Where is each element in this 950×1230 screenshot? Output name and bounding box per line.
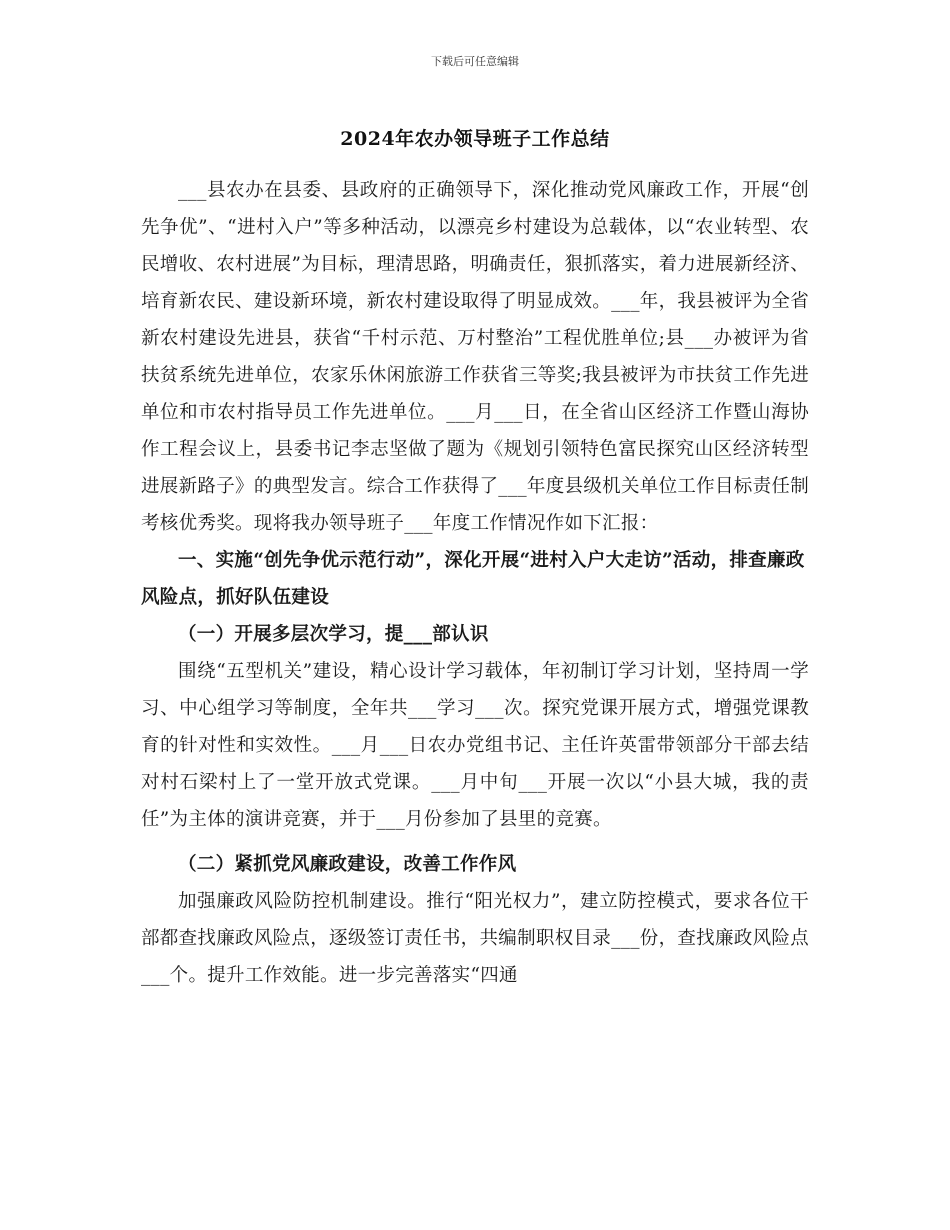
document-title: 2024年农办领导班子工作总结 — [340, 128, 610, 150]
subsection-1-paragraph: 围绕“五型机关”建设，精心设计学习载体，年初制订学习计划，坚持周一学习、中心组学习等制度，全年共___学习___次。探究党课开展方式，增强党课教育的针对性和实效性。___月___日农办党组书记、主任许英雷带领部分干部去结对村石梁村上了一堂开放式党课。___月中旬___开展一次以“小县大城，我的责任”为主体的演讲竞赛，并于___月份参加了县里的竞赛。 — [141, 661, 809, 830]
document-body — [141, 172, 809, 994]
subsection-2-heading: （二）紧抓党风廉政建设，改善工作作风 — [178, 854, 517, 875]
subsection-2-paragraph: 加强廉政风险防控机制建设。推行“阳光权力”，建立防控模式，要求各位干部都查找廉政风险点，逐级签订责任书，共编制职权目录___份，查找廉政风险点___个。提升工作效能。进一步完善落实“四通 — [141, 891, 809, 986]
intro-paragraph: ___县农办在县委、县政府的正确领导下，深化推动党风廉政工作，开展“创先争优”、“进村入户”等多种活动，以漂亮乡村建设为总载体，以“农业转型、农民增收、农村进展”为目标，理清思路，明确责任，狠抓落实，着力进展新经济、培育新农民、建设新环境，新农村建设取得了明显成效。___年，我县被评为全省新农村建设先进县，获省“千村示范、万村整治”工程优胜单位;县___办被评为省扶贫系统先进单位，农家乐休闲旅游工作获省三等奖;我县被评为市扶贫工作先进单位和市农村指导员工作先进单位。___月___日，在全省山区经济工作暨山海协作工程会议上，县委书记李志坚做了题为《规划引领特色富民探究山区经济转型进展新路子》的典型发言。综合工作获得了___年度县级机关单位工作目标责任制考核优秀奖。现将我办领导班子___年度工作情况作如下汇报： — [141, 180, 809, 534]
section-1-heading: 一、实施“创先争优示范行动”，深化开展“进村入户大走访”活动，排查廉政风险点，抓好队伍建设 — [141, 550, 805, 608]
spacer — [141, 838, 809, 846]
header-note: 下载后可任意编辑 — [431, 55, 519, 68]
subsection-1-heading: （一）开展多层次学习，提___部认识 — [178, 624, 489, 645]
